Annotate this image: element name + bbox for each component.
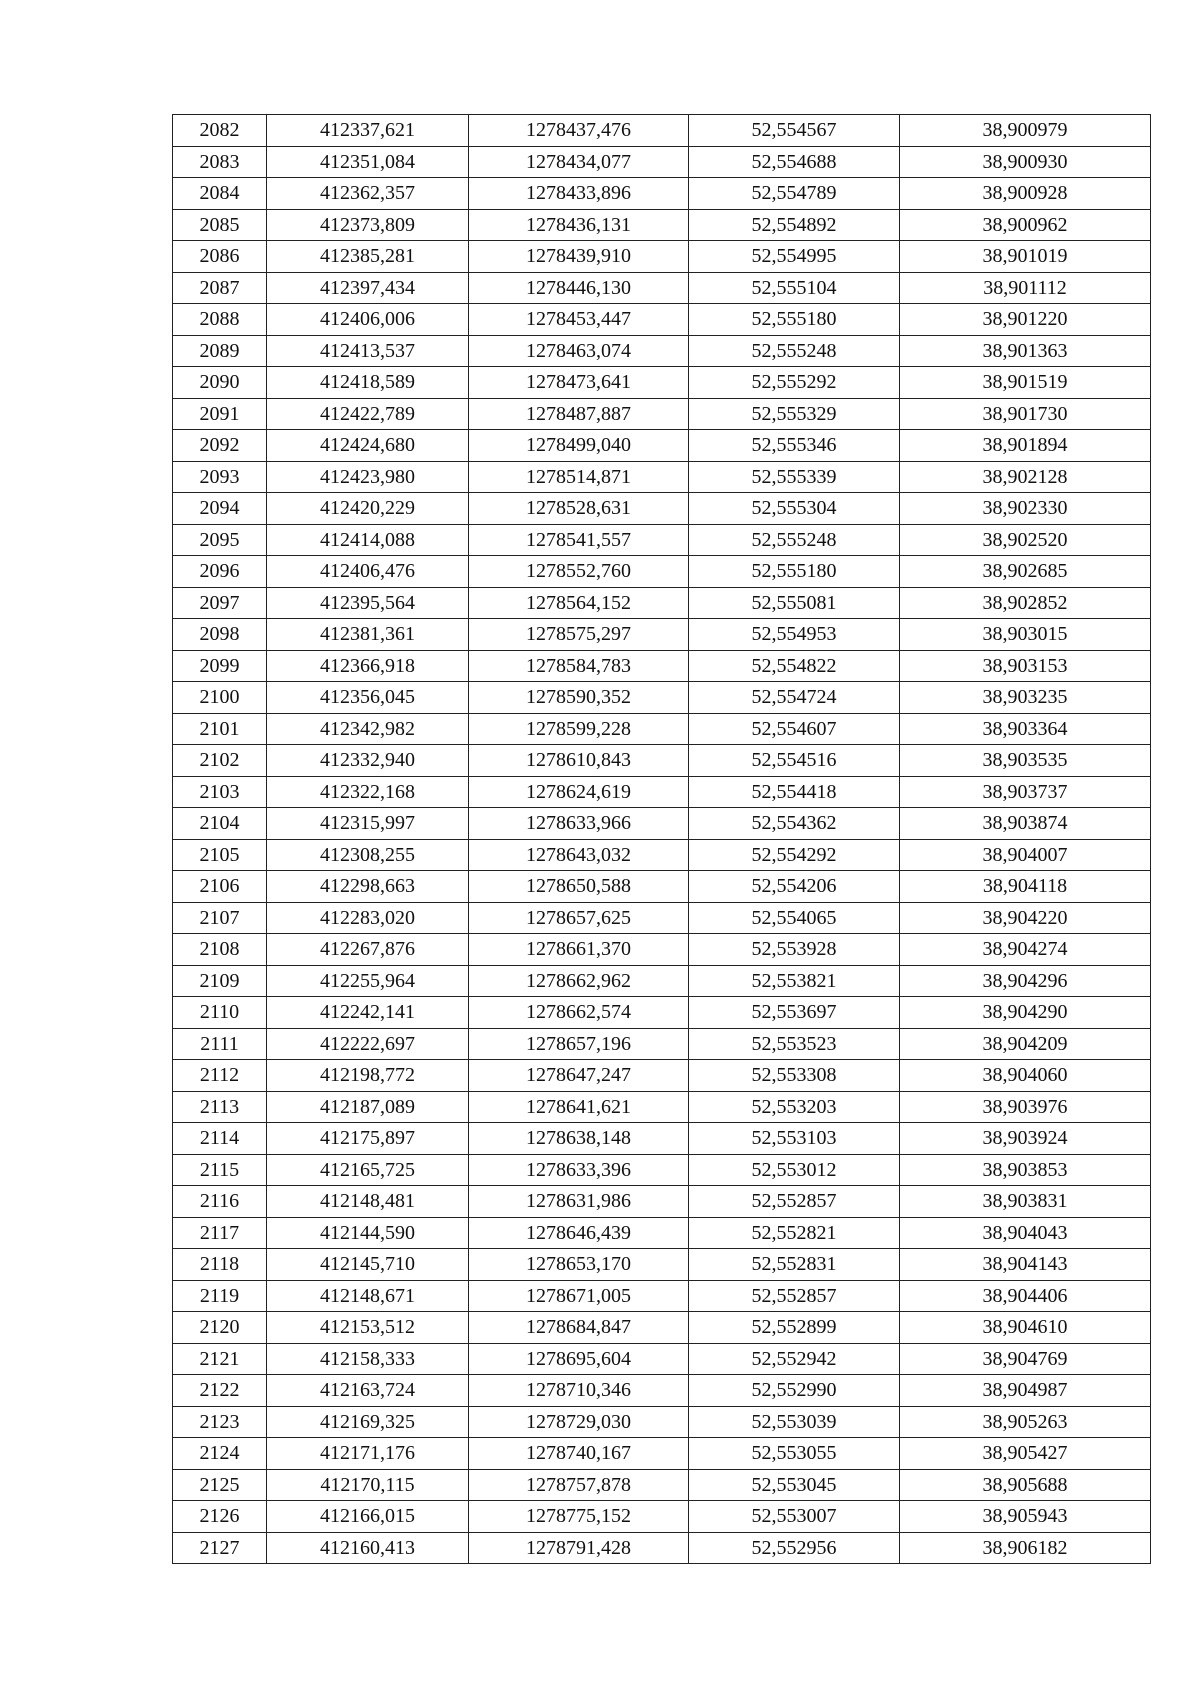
y-coordinate-cell: 1278433,896 bbox=[469, 178, 689, 210]
point-number-cell: 2119 bbox=[173, 1280, 267, 1312]
table-row bbox=[173, 524, 1151, 556]
point-number-cell: 2098 bbox=[173, 619, 267, 651]
table-row bbox=[173, 650, 1151, 682]
x-coordinate-cell: 412267,876 bbox=[267, 934, 469, 966]
latitude-cell: 52,555180 bbox=[689, 304, 900, 336]
longitude-cell: 38,903235 bbox=[900, 682, 1151, 714]
table-row bbox=[173, 430, 1151, 462]
table-row bbox=[173, 272, 1151, 304]
longitude-cell: 38,905263 bbox=[900, 1406, 1151, 1438]
y-coordinate-cell: 1278624,619 bbox=[469, 776, 689, 808]
longitude-cell: 38,904610 bbox=[900, 1312, 1151, 1344]
x-coordinate-cell: 412148,481 bbox=[267, 1186, 469, 1218]
point-number-cell: 2102 bbox=[173, 745, 267, 777]
longitude-cell: 38,901363 bbox=[900, 335, 1151, 367]
longitude-cell: 38,904043 bbox=[900, 1217, 1151, 1249]
point-number-cell: 2082 bbox=[173, 115, 267, 147]
x-coordinate-cell: 412255,964 bbox=[267, 965, 469, 997]
x-coordinate-cell: 412413,537 bbox=[267, 335, 469, 367]
y-coordinate-cell: 1278584,783 bbox=[469, 650, 689, 682]
longitude-cell: 38,904143 bbox=[900, 1249, 1151, 1281]
y-coordinate-cell: 1278662,574 bbox=[469, 997, 689, 1029]
table-row bbox=[173, 1091, 1151, 1123]
latitude-cell: 52,554065 bbox=[689, 902, 900, 934]
y-coordinate-cell: 1278631,986 bbox=[469, 1186, 689, 1218]
longitude-cell: 38,900930 bbox=[900, 146, 1151, 178]
latitude-cell: 52,554822 bbox=[689, 650, 900, 682]
table-row bbox=[173, 367, 1151, 399]
point-number-cell: 2090 bbox=[173, 367, 267, 399]
latitude-cell: 52,552956 bbox=[689, 1532, 900, 1564]
coordinates-table-body bbox=[173, 115, 1151, 1564]
table-row bbox=[173, 398, 1151, 430]
y-coordinate-cell: 1278446,130 bbox=[469, 272, 689, 304]
latitude-cell: 52,554995 bbox=[689, 241, 900, 273]
y-coordinate-cell: 1278657,625 bbox=[469, 902, 689, 934]
table-row bbox=[173, 965, 1151, 997]
point-number-cell: 2114 bbox=[173, 1123, 267, 1155]
table-row bbox=[173, 1028, 1151, 1060]
point-number-cell: 2096 bbox=[173, 556, 267, 588]
latitude-cell: 52,553308 bbox=[689, 1060, 900, 1092]
x-coordinate-cell: 412397,434 bbox=[267, 272, 469, 304]
table-row bbox=[173, 146, 1151, 178]
y-coordinate-cell: 1278528,631 bbox=[469, 493, 689, 525]
y-coordinate-cell: 1278499,040 bbox=[469, 430, 689, 462]
longitude-cell: 38,900962 bbox=[900, 209, 1151, 241]
x-coordinate-cell: 412406,476 bbox=[267, 556, 469, 588]
y-coordinate-cell: 1278647,247 bbox=[469, 1060, 689, 1092]
latitude-cell: 52,554789 bbox=[689, 178, 900, 210]
table-row bbox=[173, 619, 1151, 651]
table-row bbox=[173, 682, 1151, 714]
latitude-cell: 52,554892 bbox=[689, 209, 900, 241]
longitude-cell: 38,901112 bbox=[900, 272, 1151, 304]
latitude-cell: 52,554418 bbox=[689, 776, 900, 808]
point-number-cell: 2086 bbox=[173, 241, 267, 273]
x-coordinate-cell: 412356,045 bbox=[267, 682, 469, 714]
latitude-cell: 52,553012 bbox=[689, 1154, 900, 1186]
latitude-cell: 52,553007 bbox=[689, 1501, 900, 1533]
point-number-cell: 2108 bbox=[173, 934, 267, 966]
point-number-cell: 2106 bbox=[173, 871, 267, 903]
x-coordinate-cell: 412381,361 bbox=[267, 619, 469, 651]
table-row bbox=[173, 1469, 1151, 1501]
longitude-cell: 38,901019 bbox=[900, 241, 1151, 273]
longitude-cell: 38,901220 bbox=[900, 304, 1151, 336]
table-row bbox=[173, 871, 1151, 903]
x-coordinate-cell: 412423,980 bbox=[267, 461, 469, 493]
x-coordinate-cell: 412171,176 bbox=[267, 1438, 469, 1470]
latitude-cell: 52,553045 bbox=[689, 1469, 900, 1501]
point-number-cell: 2116 bbox=[173, 1186, 267, 1218]
latitude-cell: 52,552831 bbox=[689, 1249, 900, 1281]
y-coordinate-cell: 1278657,196 bbox=[469, 1028, 689, 1060]
longitude-cell: 38,903831 bbox=[900, 1186, 1151, 1218]
y-coordinate-cell: 1278775,152 bbox=[469, 1501, 689, 1533]
point-number-cell: 2093 bbox=[173, 461, 267, 493]
x-coordinate-cell: 412406,006 bbox=[267, 304, 469, 336]
point-number-cell: 2117 bbox=[173, 1217, 267, 1249]
latitude-cell: 52,552899 bbox=[689, 1312, 900, 1344]
point-number-cell: 2115 bbox=[173, 1154, 267, 1186]
y-coordinate-cell: 1278575,297 bbox=[469, 619, 689, 651]
point-number-cell: 2124 bbox=[173, 1438, 267, 1470]
longitude-cell: 38,905943 bbox=[900, 1501, 1151, 1533]
y-coordinate-cell: 1278487,887 bbox=[469, 398, 689, 430]
longitude-cell: 38,904769 bbox=[900, 1343, 1151, 1375]
y-coordinate-cell: 1278590,352 bbox=[469, 682, 689, 714]
x-coordinate-cell: 412315,997 bbox=[267, 808, 469, 840]
point-number-cell: 2123 bbox=[173, 1406, 267, 1438]
x-coordinate-cell: 412322,168 bbox=[267, 776, 469, 808]
table-row bbox=[173, 335, 1151, 367]
x-coordinate-cell: 412145,710 bbox=[267, 1249, 469, 1281]
x-coordinate-cell: 412160,413 bbox=[267, 1532, 469, 1564]
x-coordinate-cell: 412351,084 bbox=[267, 146, 469, 178]
x-coordinate-cell: 412175,897 bbox=[267, 1123, 469, 1155]
longitude-cell: 38,903976 bbox=[900, 1091, 1151, 1123]
table-row bbox=[173, 209, 1151, 241]
x-coordinate-cell: 412198,772 bbox=[267, 1060, 469, 1092]
table-row bbox=[173, 461, 1151, 493]
latitude-cell: 52,555346 bbox=[689, 430, 900, 462]
longitude-cell: 38,903853 bbox=[900, 1154, 1151, 1186]
latitude-cell: 52,552857 bbox=[689, 1280, 900, 1312]
latitude-cell: 52,552821 bbox=[689, 1217, 900, 1249]
table-row bbox=[173, 304, 1151, 336]
latitude-cell: 52,554953 bbox=[689, 619, 900, 651]
point-number-cell: 2105 bbox=[173, 839, 267, 871]
point-number-cell: 2122 bbox=[173, 1375, 267, 1407]
y-coordinate-cell: 1278646,439 bbox=[469, 1217, 689, 1249]
latitude-cell: 52,555339 bbox=[689, 461, 900, 493]
longitude-cell: 38,904220 bbox=[900, 902, 1151, 934]
x-coordinate-cell: 412366,918 bbox=[267, 650, 469, 682]
point-number-cell: 2126 bbox=[173, 1501, 267, 1533]
x-coordinate-cell: 412385,281 bbox=[267, 241, 469, 273]
latitude-cell: 52,554206 bbox=[689, 871, 900, 903]
longitude-cell: 38,903924 bbox=[900, 1123, 1151, 1155]
x-coordinate-cell: 412166,015 bbox=[267, 1501, 469, 1533]
point-number-cell: 2127 bbox=[173, 1532, 267, 1564]
point-number-cell: 2107 bbox=[173, 902, 267, 934]
table-row bbox=[173, 839, 1151, 871]
table-row bbox=[173, 1249, 1151, 1281]
x-coordinate-cell: 412362,357 bbox=[267, 178, 469, 210]
longitude-cell: 38,905427 bbox=[900, 1438, 1151, 1470]
latitude-cell: 52,552942 bbox=[689, 1343, 900, 1375]
point-number-cell: 2095 bbox=[173, 524, 267, 556]
latitude-cell: 52,554292 bbox=[689, 839, 900, 871]
x-coordinate-cell: 412163,724 bbox=[267, 1375, 469, 1407]
longitude-cell: 38,904290 bbox=[900, 997, 1151, 1029]
table-row bbox=[173, 713, 1151, 745]
x-coordinate-cell: 412298,663 bbox=[267, 871, 469, 903]
table-row bbox=[173, 1501, 1151, 1533]
latitude-cell: 52,555292 bbox=[689, 367, 900, 399]
x-coordinate-cell: 412153,512 bbox=[267, 1312, 469, 1344]
y-coordinate-cell: 1278650,588 bbox=[469, 871, 689, 903]
x-coordinate-cell: 412420,229 bbox=[267, 493, 469, 525]
y-coordinate-cell: 1278653,170 bbox=[469, 1249, 689, 1281]
x-coordinate-cell: 412148,671 bbox=[267, 1280, 469, 1312]
point-number-cell: 2083 bbox=[173, 146, 267, 178]
point-number-cell: 2087 bbox=[173, 272, 267, 304]
table-row bbox=[173, 1343, 1151, 1375]
table-row bbox=[173, 745, 1151, 777]
table-row bbox=[173, 115, 1151, 147]
x-coordinate-cell: 412165,725 bbox=[267, 1154, 469, 1186]
y-coordinate-cell: 1278436,131 bbox=[469, 209, 689, 241]
table-row bbox=[173, 1123, 1151, 1155]
point-number-cell: 2125 bbox=[173, 1469, 267, 1501]
latitude-cell: 52,555104 bbox=[689, 272, 900, 304]
latitude-cell: 52,554362 bbox=[689, 808, 900, 840]
latitude-cell: 52,554724 bbox=[689, 682, 900, 714]
table-row bbox=[173, 1154, 1151, 1186]
table-row bbox=[173, 997, 1151, 1029]
point-number-cell: 2089 bbox=[173, 335, 267, 367]
x-coordinate-cell: 412395,564 bbox=[267, 587, 469, 619]
table-row bbox=[173, 1280, 1151, 1312]
longitude-cell: 38,906182 bbox=[900, 1532, 1151, 1564]
table-row bbox=[173, 808, 1151, 840]
x-coordinate-cell: 412373,809 bbox=[267, 209, 469, 241]
x-coordinate-cell: 412414,088 bbox=[267, 524, 469, 556]
latitude-cell: 52,553928 bbox=[689, 934, 900, 966]
y-coordinate-cell: 1278552,760 bbox=[469, 556, 689, 588]
y-coordinate-cell: 1278757,878 bbox=[469, 1469, 689, 1501]
table-row bbox=[173, 587, 1151, 619]
latitude-cell: 52,553039 bbox=[689, 1406, 900, 1438]
y-coordinate-cell: 1278434,077 bbox=[469, 146, 689, 178]
point-number-cell: 2092 bbox=[173, 430, 267, 462]
point-number-cell: 2103 bbox=[173, 776, 267, 808]
longitude-cell: 38,902685 bbox=[900, 556, 1151, 588]
longitude-cell: 38,904060 bbox=[900, 1060, 1151, 1092]
x-coordinate-cell: 412337,621 bbox=[267, 115, 469, 147]
point-number-cell: 2112 bbox=[173, 1060, 267, 1092]
latitude-cell: 52,554567 bbox=[689, 115, 900, 147]
point-number-cell: 2109 bbox=[173, 965, 267, 997]
point-number-cell: 2084 bbox=[173, 178, 267, 210]
longitude-cell: 38,902520 bbox=[900, 524, 1151, 556]
y-coordinate-cell: 1278684,847 bbox=[469, 1312, 689, 1344]
x-coordinate-cell: 412187,089 bbox=[267, 1091, 469, 1123]
point-number-cell: 2121 bbox=[173, 1343, 267, 1375]
point-number-cell: 2099 bbox=[173, 650, 267, 682]
longitude-cell: 38,902330 bbox=[900, 493, 1151, 525]
y-coordinate-cell: 1278541,557 bbox=[469, 524, 689, 556]
y-coordinate-cell: 1278437,476 bbox=[469, 115, 689, 147]
y-coordinate-cell: 1278710,346 bbox=[469, 1375, 689, 1407]
x-coordinate-cell: 412308,255 bbox=[267, 839, 469, 871]
table-row bbox=[173, 241, 1151, 273]
x-coordinate-cell: 412342,982 bbox=[267, 713, 469, 745]
latitude-cell: 52,555248 bbox=[689, 335, 900, 367]
x-coordinate-cell: 412418,589 bbox=[267, 367, 469, 399]
point-number-cell: 2088 bbox=[173, 304, 267, 336]
longitude-cell: 38,902852 bbox=[900, 587, 1151, 619]
longitude-cell: 38,903153 bbox=[900, 650, 1151, 682]
x-coordinate-cell: 412422,789 bbox=[267, 398, 469, 430]
longitude-cell: 38,900928 bbox=[900, 178, 1151, 210]
y-coordinate-cell: 1278610,843 bbox=[469, 745, 689, 777]
y-coordinate-cell: 1278740,167 bbox=[469, 1438, 689, 1470]
x-coordinate-cell: 412144,590 bbox=[267, 1217, 469, 1249]
longitude-cell: 38,903015 bbox=[900, 619, 1151, 651]
y-coordinate-cell: 1278439,910 bbox=[469, 241, 689, 273]
longitude-cell: 38,904118 bbox=[900, 871, 1151, 903]
table-row bbox=[173, 776, 1151, 808]
longitude-cell: 38,900979 bbox=[900, 115, 1151, 147]
point-number-cell: 2085 bbox=[173, 209, 267, 241]
x-coordinate-cell: 412169,325 bbox=[267, 1406, 469, 1438]
longitude-cell: 38,903737 bbox=[900, 776, 1151, 808]
y-coordinate-cell: 1278643,032 bbox=[469, 839, 689, 871]
table-row bbox=[173, 1217, 1151, 1249]
x-coordinate-cell: 412424,680 bbox=[267, 430, 469, 462]
latitude-cell: 52,554688 bbox=[689, 146, 900, 178]
longitude-cell: 38,904406 bbox=[900, 1280, 1151, 1312]
y-coordinate-cell: 1278473,641 bbox=[469, 367, 689, 399]
longitude-cell: 38,905688 bbox=[900, 1469, 1151, 1501]
point-number-cell: 2118 bbox=[173, 1249, 267, 1281]
x-coordinate-cell: 412158,333 bbox=[267, 1343, 469, 1375]
y-coordinate-cell: 1278463,074 bbox=[469, 335, 689, 367]
latitude-cell: 52,552857 bbox=[689, 1186, 900, 1218]
latitude-cell: 52,553203 bbox=[689, 1091, 900, 1123]
point-number-cell: 2097 bbox=[173, 587, 267, 619]
latitude-cell: 52,553103 bbox=[689, 1123, 900, 1155]
y-coordinate-cell: 1278729,030 bbox=[469, 1406, 689, 1438]
longitude-cell: 38,901519 bbox=[900, 367, 1151, 399]
y-coordinate-cell: 1278641,621 bbox=[469, 1091, 689, 1123]
latitude-cell: 52,555329 bbox=[689, 398, 900, 430]
point-number-cell: 2091 bbox=[173, 398, 267, 430]
y-coordinate-cell: 1278671,005 bbox=[469, 1280, 689, 1312]
longitude-cell: 38,904274 bbox=[900, 934, 1151, 966]
longitude-cell: 38,901730 bbox=[900, 398, 1151, 430]
table-row bbox=[173, 934, 1151, 966]
table-row bbox=[173, 1375, 1151, 1407]
longitude-cell: 38,904007 bbox=[900, 839, 1151, 871]
y-coordinate-cell: 1278638,148 bbox=[469, 1123, 689, 1155]
y-coordinate-cell: 1278514,871 bbox=[469, 461, 689, 493]
y-coordinate-cell: 1278633,396 bbox=[469, 1154, 689, 1186]
point-number-cell: 2094 bbox=[173, 493, 267, 525]
y-coordinate-cell: 1278662,962 bbox=[469, 965, 689, 997]
point-number-cell: 2110 bbox=[173, 997, 267, 1029]
y-coordinate-cell: 1278599,228 bbox=[469, 713, 689, 745]
x-coordinate-cell: 412242,141 bbox=[267, 997, 469, 1029]
latitude-cell: 52,553523 bbox=[689, 1028, 900, 1060]
latitude-cell: 52,554607 bbox=[689, 713, 900, 745]
table-row bbox=[173, 1060, 1151, 1092]
y-coordinate-cell: 1278633,966 bbox=[469, 808, 689, 840]
longitude-cell: 38,903364 bbox=[900, 713, 1151, 745]
latitude-cell: 52,554516 bbox=[689, 745, 900, 777]
table-row bbox=[173, 1438, 1151, 1470]
y-coordinate-cell: 1278791,428 bbox=[469, 1532, 689, 1564]
latitude-cell: 52,553055 bbox=[689, 1438, 900, 1470]
longitude-cell: 38,901894 bbox=[900, 430, 1151, 462]
table-row bbox=[173, 902, 1151, 934]
longitude-cell: 38,902128 bbox=[900, 461, 1151, 493]
point-number-cell: 2111 bbox=[173, 1028, 267, 1060]
x-coordinate-cell: 412170,115 bbox=[267, 1469, 469, 1501]
table-row bbox=[173, 1532, 1151, 1564]
y-coordinate-cell: 1278453,447 bbox=[469, 304, 689, 336]
point-number-cell: 2100 bbox=[173, 682, 267, 714]
longitude-cell: 38,904987 bbox=[900, 1375, 1151, 1407]
table-row bbox=[173, 178, 1151, 210]
y-coordinate-cell: 1278564,152 bbox=[469, 587, 689, 619]
point-number-cell: 2120 bbox=[173, 1312, 267, 1344]
table-row bbox=[173, 556, 1151, 588]
point-number-cell: 2113 bbox=[173, 1091, 267, 1123]
x-coordinate-cell: 412283,020 bbox=[267, 902, 469, 934]
latitude-cell: 52,552990 bbox=[689, 1375, 900, 1407]
x-coordinate-cell: 412222,697 bbox=[267, 1028, 469, 1060]
x-coordinate-cell: 412332,940 bbox=[267, 745, 469, 777]
latitude-cell: 52,555248 bbox=[689, 524, 900, 556]
y-coordinate-cell: 1278661,370 bbox=[469, 934, 689, 966]
table-row bbox=[173, 1406, 1151, 1438]
latitude-cell: 52,553697 bbox=[689, 997, 900, 1029]
coordinates-table bbox=[172, 114, 1151, 1564]
longitude-cell: 38,904209 bbox=[900, 1028, 1151, 1060]
latitude-cell: 52,555180 bbox=[689, 556, 900, 588]
table-row bbox=[173, 1312, 1151, 1344]
longitude-cell: 38,904296 bbox=[900, 965, 1151, 997]
latitude-cell: 52,553821 bbox=[689, 965, 900, 997]
latitude-cell: 52,555304 bbox=[689, 493, 900, 525]
longitude-cell: 38,903874 bbox=[900, 808, 1151, 840]
point-number-cell: 2104 bbox=[173, 808, 267, 840]
longitude-cell: 38,903535 bbox=[900, 745, 1151, 777]
y-coordinate-cell: 1278695,604 bbox=[469, 1343, 689, 1375]
latitude-cell: 52,555081 bbox=[689, 587, 900, 619]
table-row bbox=[173, 493, 1151, 525]
table-row bbox=[173, 1186, 1151, 1218]
point-number-cell: 2101 bbox=[173, 713, 267, 745]
